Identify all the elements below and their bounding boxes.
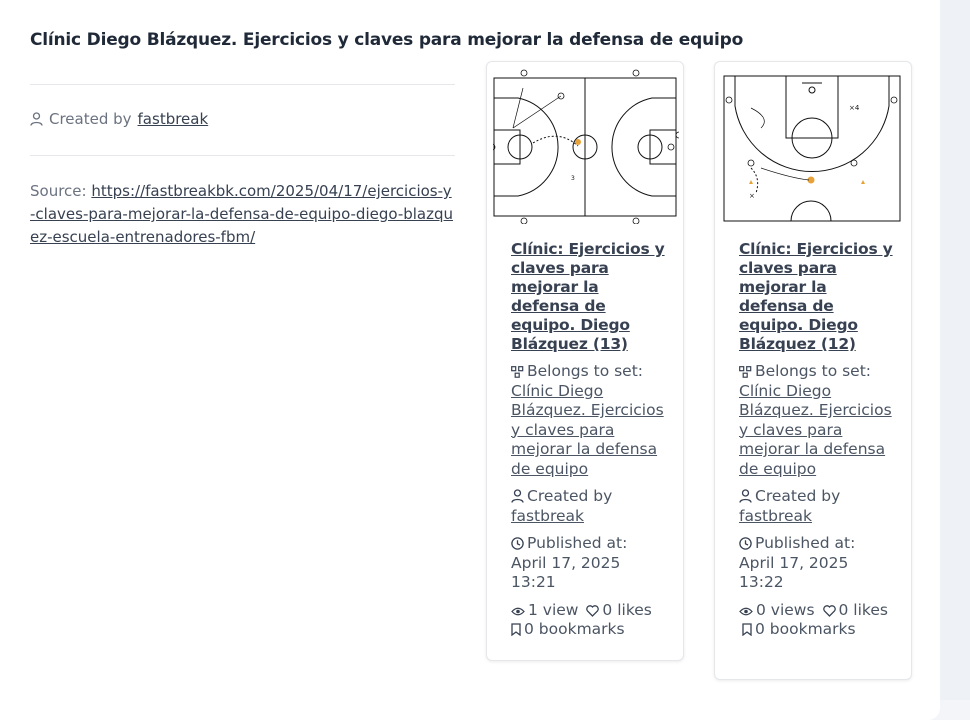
- eye-icon: [511, 606, 525, 617]
- card-stats: [511, 601, 667, 640]
- page-title: Clínic Diego Blázquez. Ejercicios y claves para mejorar la defensa de equipo: [30, 30, 744, 50]
- divider: [30, 84, 455, 85]
- belongs-label: Belongs to set:: [755, 362, 872, 380]
- set-created-by: [30, 110, 208, 128]
- clock-icon: [739, 537, 752, 550]
- source-label: Source:: [30, 182, 87, 200]
- view-count: 0 views: [756, 600, 815, 619]
- created-by-label: Created by: [527, 487, 613, 505]
- published-at: [739, 534, 895, 593]
- created-by-label: Created by: [755, 487, 841, 505]
- user-icon: [739, 489, 752, 503]
- bookmark-count: 0 bookmarks: [524, 620, 625, 638]
- svg-text:×4: ×4: [849, 104, 860, 112]
- like-count: 0 likes: [838, 600, 888, 619]
- source-link[interactable]: https://fastbreakbk.com/2025/04/17/ejercicios-y-claves-para-mejorar-la-defensa-de-equipo-diego-blazquez-escuela-entrenadores-fbm/: [30, 182, 454, 246]
- user-icon: [511, 489, 524, 503]
- belongs-to-set: [511, 362, 667, 479]
- drill-card-body: [511, 240, 667, 640]
- card-created-by: [739, 487, 895, 526]
- like-count: 0 likes: [602, 600, 652, 619]
- drill-title-link[interactable]: Clínic: Ejercicios y claves para mejorar la defensa de equipo. Diego Blázquez (12): [739, 240, 893, 353]
- heart-icon[interactable]: [823, 605, 836, 617]
- set-icon: [739, 366, 752, 378]
- bookmark-icon[interactable]: [742, 623, 752, 636]
- clock-icon: [511, 537, 524, 550]
- belongs-to-set: [739, 362, 895, 479]
- set-link[interactable]: Clínic Diego Blázquez. Ejercicios y claves para mejorar la defensa de equipo: [739, 381, 892, 478]
- eye-icon: [739, 606, 753, 617]
- source: [30, 180, 455, 249]
- published-label: Published at:: [527, 534, 628, 552]
- author-link[interactable]: fastbreak: [739, 506, 812, 525]
- drill-diagram[interactable]: [721, 68, 907, 224]
- svg-text:×: ×: [749, 192, 755, 200]
- drill-card: [714, 61, 912, 680]
- svg-text:3: 3: [571, 175, 575, 182]
- set-icon: [511, 366, 524, 378]
- card-created-by: [511, 487, 667, 526]
- divider: [30, 155, 455, 156]
- user-icon: [30, 112, 43, 126]
- right-gutter: [940, 0, 970, 700]
- bookmark-icon[interactable]: [511, 623, 521, 636]
- set-author-link[interactable]: fastbreak: [137, 110, 209, 128]
- heart-icon[interactable]: [586, 605, 599, 617]
- set-link[interactable]: Clínic Diego Blázquez. Ejercicios y claves para mejorar la defensa de equipo: [511, 381, 664, 478]
- published-at: [511, 534, 667, 593]
- drill-title-link[interactable]: Clínic: Ejercicios y claves para mejorar la defensa de equipo. Diego Blázquez (13): [511, 240, 665, 353]
- belongs-label: Belongs to set:: [527, 362, 644, 380]
- published-label: Published at:: [755, 534, 856, 552]
- bookmark-count: 0 bookmarks: [755, 620, 856, 638]
- published-date: April 17, 2025 13:22: [739, 553, 849, 591]
- published-date: April 17, 2025 13:21: [511, 553, 621, 591]
- drill-diagram[interactable]: [493, 68, 679, 224]
- view-count: 1 view: [528, 600, 579, 619]
- card-stats: [739, 601, 895, 640]
- drill-card: [486, 61, 684, 661]
- created-by-label: Created by: [49, 110, 132, 128]
- author-link[interactable]: fastbreak: [511, 506, 584, 525]
- drill-card-body: [739, 240, 895, 640]
